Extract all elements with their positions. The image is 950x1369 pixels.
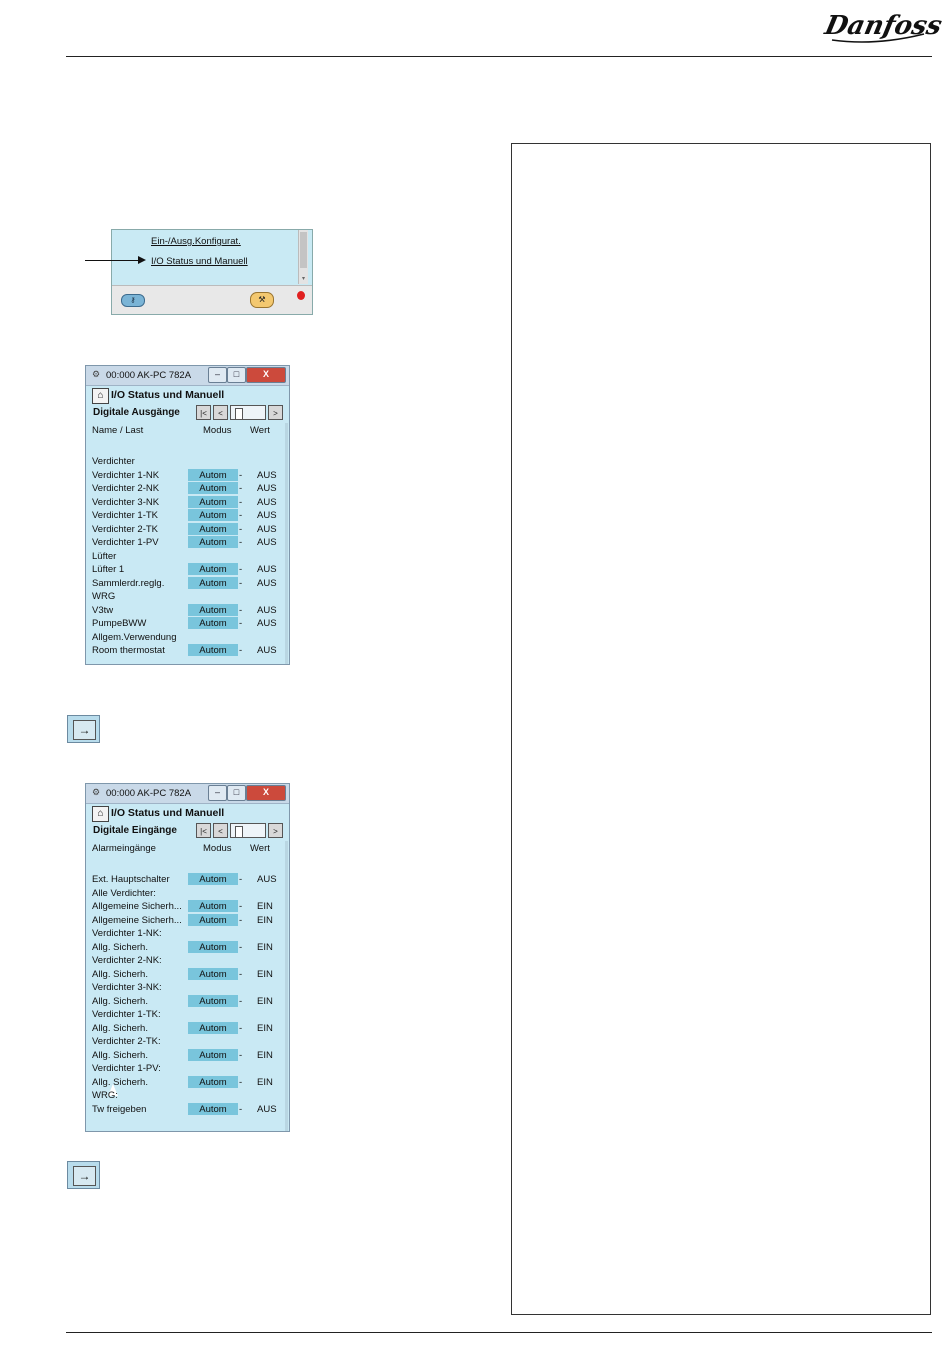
header-rule	[66, 56, 932, 57]
value-field: EIN	[257, 968, 273, 980]
home-icon[interactable]: ⌂	[92, 388, 109, 404]
row-name: Allgem.Verwendung	[92, 631, 177, 643]
close-button[interactable]: X	[246, 367, 286, 383]
page-slider[interactable]	[230, 823, 266, 838]
value-field: EIN	[257, 1049, 273, 1061]
window-title: 00:000 AK-PC 782A	[106, 370, 192, 381]
window-digital-inputs	[85, 783, 290, 1132]
mode-field[interactable]: Autom	[188, 536, 238, 548]
window-digital-outputs	[85, 365, 290, 665]
table-row	[92, 617, 282, 630]
row-name: Verdichter 1-NK	[92, 469, 160, 481]
mode-separator: -	[239, 537, 243, 548]
mode-separator: -	[239, 968, 243, 980]
value-field: EIN	[257, 995, 273, 1007]
mode-field[interactable]: Autom	[188, 482, 238, 494]
value-field: EIN	[257, 941, 273, 953]
mode-field[interactable]: Autom	[188, 968, 238, 980]
row-name: Room thermostat	[92, 645, 165, 656]
close-button[interactable]: X	[246, 785, 286, 801]
table-row	[92, 469, 282, 482]
row-name: WRG	[92, 591, 116, 602]
alarm-indicator-icon[interactable]	[297, 291, 305, 300]
row-name: Alle Verdichter:	[92, 887, 156, 899]
row-name: Allgemeine Sicherh...	[92, 901, 182, 912]
pointer-arrow-line	[85, 260, 143, 261]
column-header-mode: Modus	[203, 425, 232, 436]
mode-field[interactable]: Autom	[188, 469, 238, 481]
mode-separator: -	[239, 874, 243, 885]
mode-separator: -	[239, 645, 243, 656]
mode-field[interactable]: Autom	[188, 1022, 238, 1034]
value-field: AUS	[257, 874, 277, 885]
mode-field[interactable]: Autom	[188, 914, 238, 926]
home-icon[interactable]: ⌂	[92, 806, 109, 822]
mode-separator: -	[239, 469, 243, 481]
mode-field[interactable]: Autom	[188, 1049, 238, 1061]
value-field: AUS	[257, 469, 277, 481]
column-header-value: Wert	[250, 425, 270, 436]
row-name: Tw freigeben	[92, 1103, 147, 1115]
first-page-button[interactable]: |<	[196, 823, 211, 838]
row-name: Verdichter 3-NK	[92, 496, 160, 508]
page-slider-thumb[interactable]	[235, 826, 243, 838]
next-page-button[interactable]: >	[268, 405, 283, 420]
row-name: Ext. Hauptschalter	[92, 874, 170, 885]
app-tool-icon: ⚙	[92, 369, 101, 379]
scroll-down-icon[interactable]: ▾	[301, 276, 305, 282]
mode-field[interactable]: Autom	[188, 604, 238, 616]
screen-title: I/O Status und Manuell	[111, 389, 225, 401]
mode-separator: -	[239, 1103, 243, 1115]
mode-separator: -	[239, 510, 243, 521]
mode-separator: -	[239, 496, 243, 508]
menu-item-io-status-manual[interactable]: I/O Status und Manuell	[151, 256, 248, 267]
arrow-right-icon: →	[73, 1166, 96, 1186]
mode-field[interactable]: Autom	[188, 563, 238, 575]
table-row	[92, 563, 282, 576]
footer-rule	[66, 1332, 932, 1333]
table-row	[92, 577, 282, 590]
column-header-value: Wert	[250, 843, 270, 854]
mode-separator: -	[239, 995, 243, 1007]
mode-separator: -	[239, 941, 243, 953]
next-screen-button[interactable]	[67, 715, 100, 743]
group-header-row	[92, 1089, 282, 1102]
value-field: AUS	[257, 564, 277, 575]
window-title: 00:000 AK-PC 782A	[106, 788, 192, 799]
mode-separator: -	[239, 577, 243, 589]
value-field: AUS	[257, 537, 277, 548]
page-title: Digitale Eingänge	[93, 825, 177, 836]
value-field: AUS	[257, 618, 277, 629]
mode-separator: -	[239, 1076, 243, 1088]
svg-text:Danfoss: Danfoss	[822, 10, 945, 41]
mode-separator: -	[239, 564, 243, 575]
page-title: Digitale Ausgänge	[93, 407, 180, 418]
mode-separator: -	[239, 604, 243, 616]
row-name: Verdichter 1-PV	[92, 537, 159, 548]
login-key-icon[interactable]: ⚷	[121, 294, 145, 307]
group-header-row	[92, 631, 282, 644]
table-row	[92, 914, 282, 927]
maximize-button[interactable]: □	[227, 367, 246, 383]
group-header-row	[92, 954, 282, 967]
mode-field[interactable]: Autom	[188, 995, 238, 1007]
pointer-arrow-head-icon	[138, 256, 146, 264]
mode-separator: -	[239, 618, 243, 629]
danfoss-logo	[822, 4, 945, 46]
window-scrollbar[interactable]	[285, 841, 288, 1131]
table-row	[92, 968, 282, 981]
value-field: EIN	[257, 1076, 273, 1088]
maximize-button[interactable]: □	[227, 785, 246, 801]
table-row	[92, 873, 282, 886]
row-name: Verdichter 3-NK:	[92, 982, 162, 993]
group-header-row	[92, 1008, 282, 1021]
mode-field[interactable]: Autom	[188, 1103, 238, 1115]
column-header-mode: Modus	[203, 843, 232, 854]
value-field: AUS	[257, 483, 277, 494]
group-header-row	[92, 927, 282, 940]
row-name: PumpeBWW	[92, 618, 147, 629]
row-name: Allg. Sicherh.	[92, 1022, 148, 1034]
row-name: V3tw	[92, 604, 114, 616]
row-name: Allg. Sicherh.	[92, 1076, 148, 1088]
row-name: Verdichter 1-TK	[92, 510, 158, 521]
group-header-row	[92, 455, 282, 468]
menu-item-io-config[interactable]: Ein-/Ausg.Konfigurat.	[151, 236, 241, 247]
row-name: Allg. Sicherh.	[92, 941, 148, 953]
next-page-button[interactable]: >	[268, 823, 283, 838]
prev-page-button[interactable]: <	[213, 405, 228, 420]
mode-field[interactable]: Autom	[188, 900, 238, 912]
menu-scrollbar[interactable]	[298, 230, 308, 284]
main-menu-fragment	[111, 229, 313, 315]
group-header-row	[92, 1062, 282, 1075]
row-name: Allgemeine Sicherh...	[92, 914, 182, 926]
table-row	[92, 1103, 282, 1116]
minimize-button[interactable]: ‒	[208, 785, 227, 801]
next-screen-button[interactable]	[67, 1161, 100, 1189]
group-header-row	[92, 887, 282, 900]
page-slider[interactable]	[230, 405, 266, 420]
table-row	[92, 941, 282, 954]
row-name: Sammlerdr.reglg.	[92, 577, 165, 589]
page-slider-thumb[interactable]	[235, 408, 243, 420]
value-field: AUS	[257, 1103, 277, 1115]
row-name: Allg. Sicherh.	[92, 968, 148, 980]
table-row	[92, 604, 282, 617]
row-name: Verdichter 2-NK	[92, 483, 160, 494]
service-tool-icon[interactable]: ⚒	[250, 292, 274, 308]
table-row	[92, 644, 282, 657]
prev-page-button[interactable]: <	[213, 823, 228, 838]
mode-separator: -	[239, 483, 243, 494]
group-header-row	[92, 981, 282, 994]
mode-field[interactable]: Autom	[188, 941, 238, 953]
value-field: AUS	[257, 510, 277, 521]
window-scrollbar[interactable]	[285, 423, 288, 664]
row-name: Verdichter 1-TK:	[92, 1009, 161, 1020]
mode-field[interactable]: Autom	[188, 523, 238, 535]
window-titlebar[interactable]	[86, 366, 289, 386]
table-row	[92, 1049, 282, 1062]
minimize-button[interactable]: ‒	[208, 367, 227, 383]
mode-separator: -	[239, 523, 243, 535]
mode-separator: -	[239, 1049, 243, 1061]
group-header-row	[92, 1035, 282, 1048]
table-row	[92, 995, 282, 1008]
mode-field[interactable]: Autom	[188, 1076, 238, 1088]
mode-separator: -	[239, 1022, 243, 1034]
row-name: WRG:	[92, 1090, 118, 1101]
row-name: Allg. Sicherh.	[92, 1049, 148, 1061]
value-field: EIN	[257, 914, 273, 926]
mode-field[interactable]: Autom	[188, 577, 238, 589]
group-header-row	[92, 550, 282, 563]
table-row	[92, 1076, 282, 1089]
mode-field[interactable]: Autom	[188, 496, 238, 508]
column-header-name: Name / Last	[92, 425, 144, 436]
mode-separator: -	[239, 901, 243, 912]
table-row	[92, 900, 282, 913]
menu-bottom-bar	[112, 285, 312, 314]
table-row	[92, 509, 282, 522]
mode-field[interactable]: Autom	[188, 644, 238, 656]
row-name: Verdichter	[92, 456, 135, 467]
mode-separator: -	[239, 914, 243, 926]
mode-field[interactable]: Autom	[188, 617, 238, 629]
row-name: Lüfter 1	[92, 564, 125, 575]
arrow-right-icon: →	[73, 720, 96, 740]
column-header-name: Alarmeingänge	[92, 843, 156, 854]
window-titlebar[interactable]	[86, 784, 289, 804]
value-field: AUS	[257, 496, 277, 508]
row-name: Verdichter 2-TK	[92, 523, 158, 535]
row-name: Verdichter 1-NK:	[92, 928, 162, 939]
table-row	[92, 482, 282, 495]
row-name: Verdichter 2-TK:	[92, 1036, 161, 1047]
group-header-row	[92, 590, 282, 603]
value-field: AUS	[257, 577, 277, 589]
table-row	[92, 536, 282, 549]
notes-box	[511, 143, 931, 1315]
row-name: Verdichter 2-NK:	[92, 955, 162, 966]
screen-title: I/O Status und Manuell	[111, 807, 225, 819]
mode-field[interactable]: Autom	[188, 873, 238, 885]
menu-scrollbar-thumb[interactable]	[300, 232, 307, 268]
table-row	[92, 523, 282, 536]
table-row	[92, 496, 282, 509]
app-tool-icon: ⚙	[92, 787, 101, 797]
row-name: Lüfter	[92, 550, 117, 562]
first-page-button[interactable]: |<	[196, 405, 211, 420]
value-field: EIN	[257, 901, 273, 912]
value-field: EIN	[257, 1022, 273, 1034]
value-field: AUS	[257, 645, 277, 656]
value-field: AUS	[257, 604, 277, 616]
row-name: Verdichter 1-PV:	[92, 1063, 161, 1074]
table-row	[92, 1022, 282, 1035]
row-name: Allg. Sicherh.	[92, 995, 148, 1007]
value-field: AUS	[257, 523, 277, 535]
mode-field[interactable]: Autom	[188, 509, 238, 521]
